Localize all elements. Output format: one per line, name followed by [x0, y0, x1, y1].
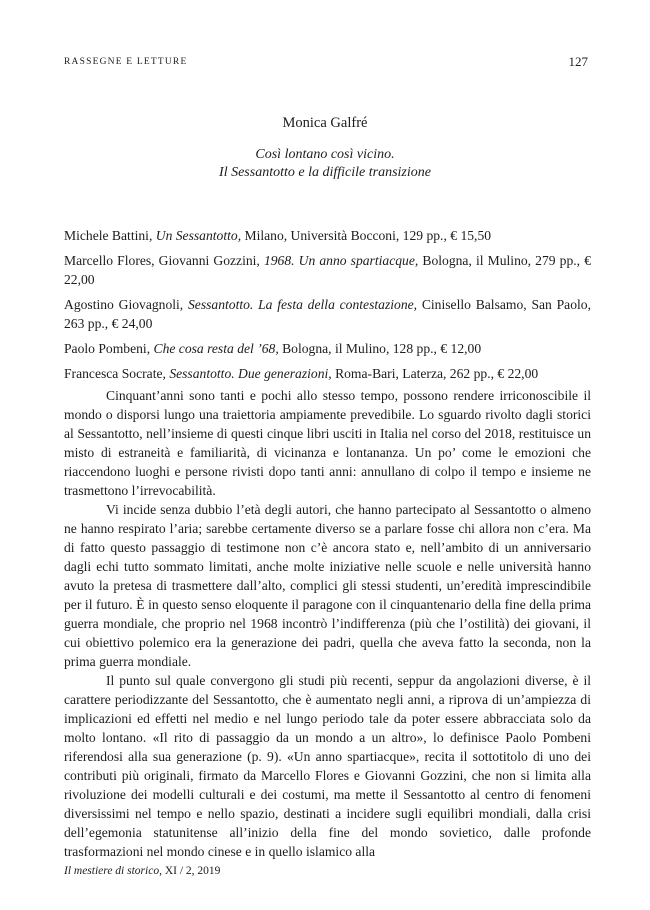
journal-name: Il mestiere di storico,	[64, 865, 162, 877]
reference-details: Bologna, il Mulino, 279 pp., € 22,00	[64, 253, 591, 287]
article-title	[0, 146, 650, 182]
reference-authors: Agostino Giovagnoli,	[64, 297, 188, 312]
reference-title: Sessantotto. Due generazioni,	[169, 366, 332, 381]
body-paragraph: Il punto sul quale convergono gli studi più recenti, seppur da angolazioni diverse, è il carattere periodizzante del Sessantotto, che è aumentato negli anni, a riprova di un’ampiezza di implicazioni ed effetti nel medio e nel lungo periodo tale da poter essere abbracciata solo da molto lontano. «Il rito di passaggio da un mondo a un altro», lo definisce Paolo Pombeni riferendosi alla sua generazione (p. 9). «Un anno spartiacque», recita il sottotitolo di uno dei contributi più originali, firmato da Marcello Flores e Giovanni Gozzini, che non si limita alla rivoluzione dei modelli culturali e dei costumi, ma mette il Sessantotto al centro di fenomeni diversissimi nel tempo e nello spazio, destinati a incidere sugli equilibri mondiali, dalla crisi dell’egemonia statunitense all’inizio della fine del mondo sovietico, dalle profonde trasformazioni nel mondo cinese e in quello islamico alla	[64, 673, 591, 859]
journal-issue: XI / 2, 2019	[161, 865, 221, 877]
reference-authors: Marcello Flores, Giovanni Gozzini,	[64, 253, 264, 268]
reference-details: Cinisello Balsamo, San Paolo, 263 pp., € 24,00	[64, 297, 591, 331]
reference-entry	[64, 339, 591, 358]
reference-entry	[64, 251, 591, 289]
article-body	[64, 386, 591, 861]
reference-authors: Michele Battini,	[64, 228, 156, 243]
article-title-line-1: Così lontano così vicino.	[255, 147, 395, 162]
reference-title: Un Sessantotto,	[155, 228, 242, 243]
reference-details: Milano, Università Bocconi, 129 pp., € 15,50	[241, 228, 492, 243]
body-paragraph: Cinquant’anni sono tanti e pochi allo stesso tempo, possono rendere irriconoscibile il mondo o disporsi lungo una traiettoria ampiamente prevedibile. Lo sguardo rivolto dagli storici al Sessantotto, nell’insieme di questi cinque libri usciti in Italia nel corso del 2018, restituisce un misto di estraneità e familiarità, di vicinanza e lontananza. Un po’ come le emozioni che riaccendono luoghi e persone rivisti dopo tanti anni: annullano di colpo il tempo e insieme ne trasmettono l’irrevocabilità.	[64, 388, 591, 498]
page-number: 127	[568, 54, 588, 69]
reference-entry	[64, 364, 591, 383]
article-author: Monica Galfré	[282, 115, 368, 131]
reference-details: Bologna, il Mulino, 128 pp., € 12,00	[278, 341, 482, 356]
reference-title: 1968. Un anno spartiacque,	[263, 253, 419, 268]
reviewed-books-list	[64, 226, 591, 389]
body-paragraph: Vi incide senza dubbio l’età degli autori, che hanno partecipato al Sessantotto o almeno ne hanno respirato l’aria; sarebbe certamente diverso se a parlare fosse chi allora non c’era. Ma di fatto questo passaggio di testimone non c’è ancora stato e, nell’ambito di un anniversario dagli echi tutto sommato limitati, anche molte iniziative nelle scuole e nelle università hanno avuto la pretesa di trasmettere dall’alto, complici gli stessi studenti, un’eredità imprescindibile per il futuro. È in questo senso eloquente il paragone con il cinquantenario della fine della prima guerra mondiale, che proprio nel 1968 incontrò l’indifferenza (più che l’ostilità) dei giovani, il cui obiettivo polemico era la generazione dei padri, quella che aveva fatto la seconda, non la prima guerra mondiale.	[64, 502, 591, 669]
reference-authors: Francesca Socrate,	[64, 366, 170, 381]
reference-entry	[64, 226, 591, 245]
reference-title: Che cosa resta del ’68,	[153, 341, 279, 356]
journal-footer	[64, 865, 220, 877]
reference-authors: Paolo Pombeni,	[64, 341, 154, 356]
reference-title: Sessantotto. La festa della contestazione,	[187, 297, 418, 312]
reference-entry	[64, 295, 591, 333]
article-title-line-2: Il Sessantotto e la difficile transizione	[219, 165, 431, 180]
reference-details: Roma-Bari, Laterza, 262 pp., € 22,00	[331, 366, 539, 381]
running-head: RASSEGNE E LETTURE	[64, 57, 188, 67]
